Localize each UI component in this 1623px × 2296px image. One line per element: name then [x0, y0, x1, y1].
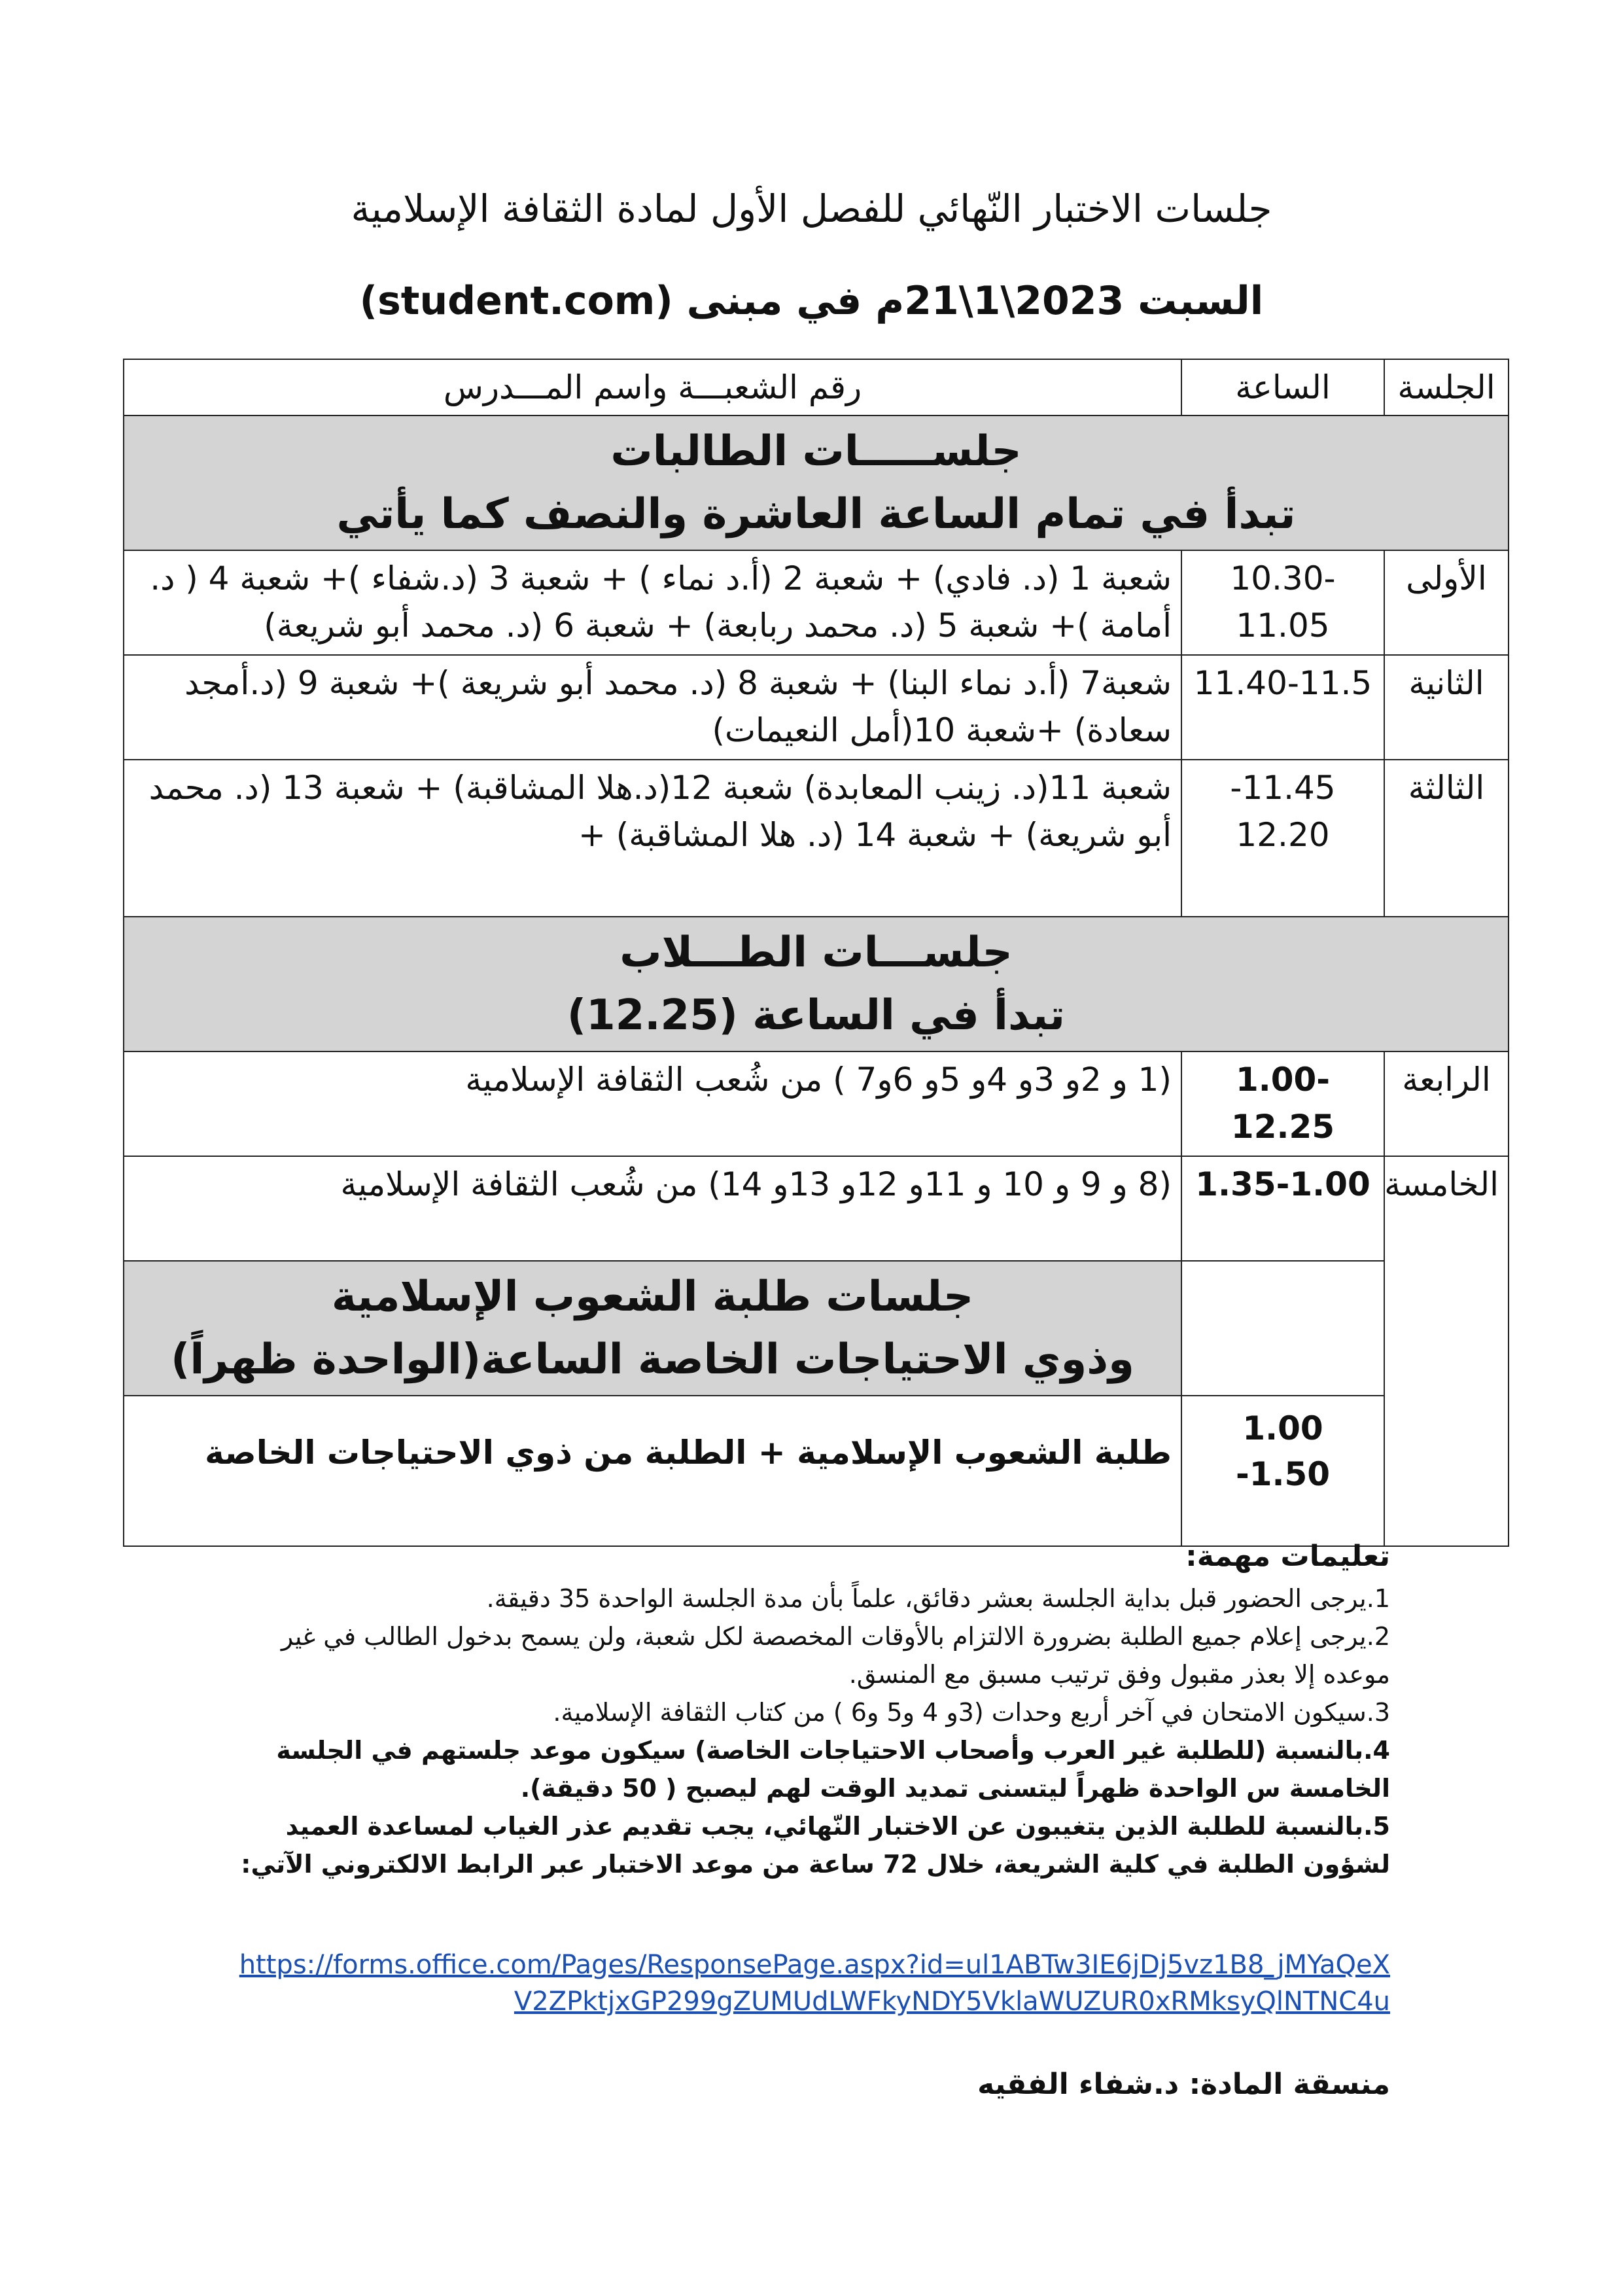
- session-sections: شعبة 11(د. زينب المعابدة) شعبة 12(د.هلا المشاقبة) + شعبة 13 (د. محمد أبو شريعة) + شعبة 14 (د. هلا المشاقبة) +: [124, 760, 1181, 917]
- male-band-subtitle: تبدأ في الساعة (12.25): [567, 991, 1066, 1040]
- female-band-row: [124, 415, 1509, 550]
- header-section: رقم الشعبـــة واسم المـــدرس: [124, 359, 1181, 415]
- page-title: جلسات الاختبار النّهائي للفصل الأول لمادة الثقافة الإسلامية: [351, 186, 1272, 231]
- male-band-row: [124, 917, 1509, 1051]
- session-time: 1.00-12.25: [1181, 1051, 1384, 1156]
- instructions: [236, 1538, 1390, 1883]
- table-row: [124, 760, 1509, 917]
- male-band-title: جلســـات الطـــلاب: [620, 928, 1013, 977]
- instruction-item: 1.يرجى الحضور قبل بداية الجلسة بعشر دقائق، علماً بأن مدة الجلسة الواحدة 35 دقيقة.: [486, 1584, 1390, 1613]
- table-row: [124, 1051, 1509, 1156]
- table-row: [124, 550, 1509, 655]
- instruction-item: 2.يرجى إعلام جميع الطلبة بضرورة الالتزام بالأوقات المخصصة لكل شعبة، ولن يسمح بدخول الطالب في غير موعده إلا بعذر مقبول وفق ترتيب مسبق مع المنسق.: [281, 1622, 1390, 1689]
- session-sections: شعبة 1 (د. فادي) + شعبة 2 (أ.د نماء ) + شعبة 3 (د.شفاء )+ شعبة 4 ( د. أمامة )+ شعبة 5 (د. محمد ربابعة) + شعبة 6 (د. محمد أبو شريعة): [124, 550, 1181, 655]
- female-band-title: جلســـــات الطالبات: [610, 427, 1022, 476]
- special-band-time-cell: [1181, 1261, 1384, 1396]
- schedule-table: [123, 359, 1509, 1547]
- header-session: الجلسة: [1384, 359, 1509, 415]
- session-name: الثانية: [1384, 655, 1509, 760]
- instruction-item: 3.سيكون الامتحان في آخر أربع وحدات (3و 4 و5 و6 ) من كتاب الثقافة الإسلامية.: [553, 1698, 1390, 1727]
- session-sections: (1 و 2و 3و 4و 5و 6و7 ) من شُعب الثقافة الإسلامية: [124, 1051, 1181, 1156]
- instructions-heading: تعليمات مهمة:: [1185, 1540, 1390, 1573]
- session-name: الأولى: [1384, 550, 1509, 655]
- session-time: 10.30- 11.05: [1181, 550, 1384, 655]
- table-row: [124, 1396, 1509, 1546]
- session-sections: شعبة7 (أ.د نماء البنا) + شعبة 8 (د. محمد أبو شريعة )+ شعبة 9 (د.أمجد سعادة) +شعبة 10(أمل النعيمات): [124, 655, 1181, 760]
- special-band-subtitle: وذوي الاحتياجات الخاصة الساعة(الواحدة ظهراً): [171, 1335, 1134, 1384]
- session-sections: طلبة الشعوب الإسلامية + الطلبة من ذوي الاحتياجات الخاصة: [124, 1396, 1181, 1546]
- female-band-subtitle: تبدأ في تمام الساعة العاشرة والنصف كما يأتي: [336, 490, 1296, 539]
- session-name: الرابعة: [1384, 1051, 1509, 1156]
- table-row: [124, 1156, 1509, 1261]
- special-band-title: جلسات طلبة الشعوب الإسلامية: [331, 1273, 974, 1321]
- table-header-row: [124, 359, 1509, 415]
- instruction-item: 5.بالنسبة للطلبة الذين يتغيبون عن الاختبار النّهائي، يجب تقديم عذر الغياب لمساعدة العميد لشؤون الطلبة في كلية الشريعة، خلال 72 ساعة من موعد الاختبار عبر الرابط الالكتروني الآتي:: [241, 1812, 1390, 1879]
- absence-form-link[interactable]: https://forms.office.com/Pages/ResponsePage.aspx?id=ul1ABTw3IE6jDj5vz1B8_jMYaQeXV2ZPktjxGP299gZUMUdLWFkyNDY5VklaWUZUR0xRMksyQlNTNC4u: [239, 1950, 1390, 2017]
- instruction-item: 4.بالنسبة (للطلبة غير العرب وأصحاب الاحتياجات الخاصة) سيكون موعد جلستهم في الجلسة الخامسة س الواحدة ظهراً ليتسنى تمديد الوقت لهم ليصبح ( 50 دقيقة).: [276, 1736, 1390, 1803]
- special-band-row: [124, 1261, 1509, 1396]
- table-row: [124, 655, 1509, 760]
- session-name: الخامسة: [1384, 1156, 1509, 1546]
- male-band: [124, 917, 1509, 1051]
- session-name: الثالثة: [1384, 760, 1509, 917]
- female-band: [124, 415, 1509, 550]
- special-band: [124, 1261, 1181, 1396]
- session-time: -11.45 12.20: [1181, 760, 1384, 917]
- session-time: 1.00 -1.50: [1181, 1396, 1384, 1546]
- header-time: الساعة: [1181, 359, 1384, 415]
- session-sections: (8 و 9 و 10 و 11و 12و 13و 14) من شُعب الثقافة الإسلامية: [124, 1156, 1181, 1261]
- page-subtitle: السبت 2023\1\21م في مبنى (student.com): [359, 278, 1264, 324]
- session-time: 11.40-11.5: [1181, 655, 1384, 760]
- course-coordinator: منسقة المادة: د.شفاء الفقيه: [977, 2068, 1390, 2101]
- session-time: 1.35-1.00: [1181, 1156, 1384, 1261]
